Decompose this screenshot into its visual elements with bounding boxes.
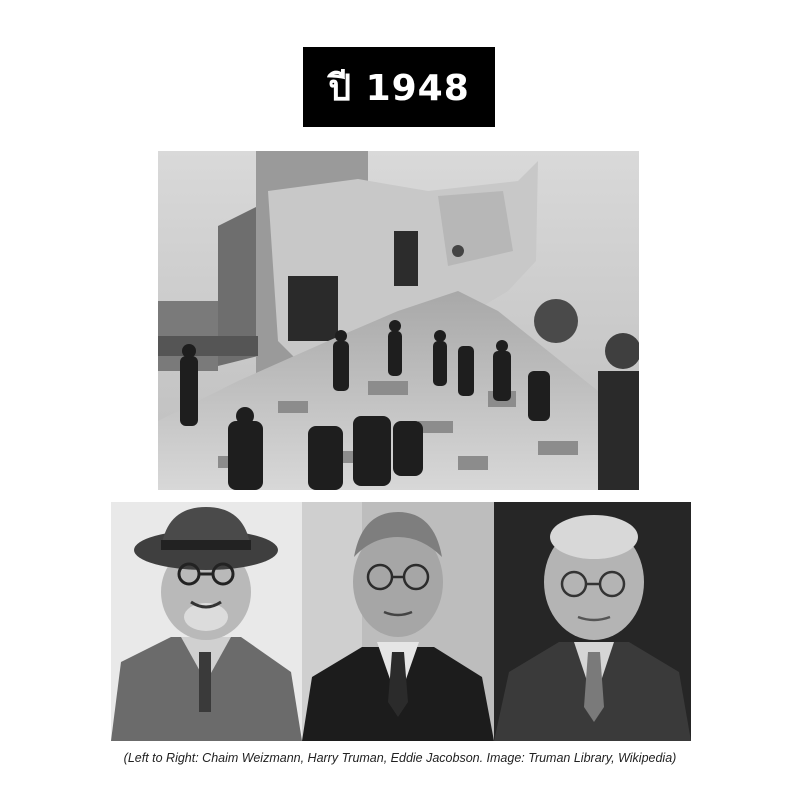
portrait-jacobson — [494, 502, 691, 741]
ruins-photo — [158, 151, 639, 490]
portrait-truman-art — [302, 502, 494, 741]
ruins-photo-art — [158, 151, 639, 490]
portrait-weizmann — [111, 502, 302, 741]
portrait-jacobson-art — [494, 502, 691, 741]
portraits-row — [111, 502, 691, 741]
portrait-weizmann-art — [111, 502, 302, 741]
portrait-truman — [302, 502, 494, 741]
year-title-box — [303, 47, 495, 127]
photo-caption: (Left to Right: Chaim Weizmann, Harry Truman, Eddie Jacobson. Image: Truman Library, Wikipedia) — [123, 751, 677, 765]
year-title: ปี 1948 — [328, 67, 470, 109]
